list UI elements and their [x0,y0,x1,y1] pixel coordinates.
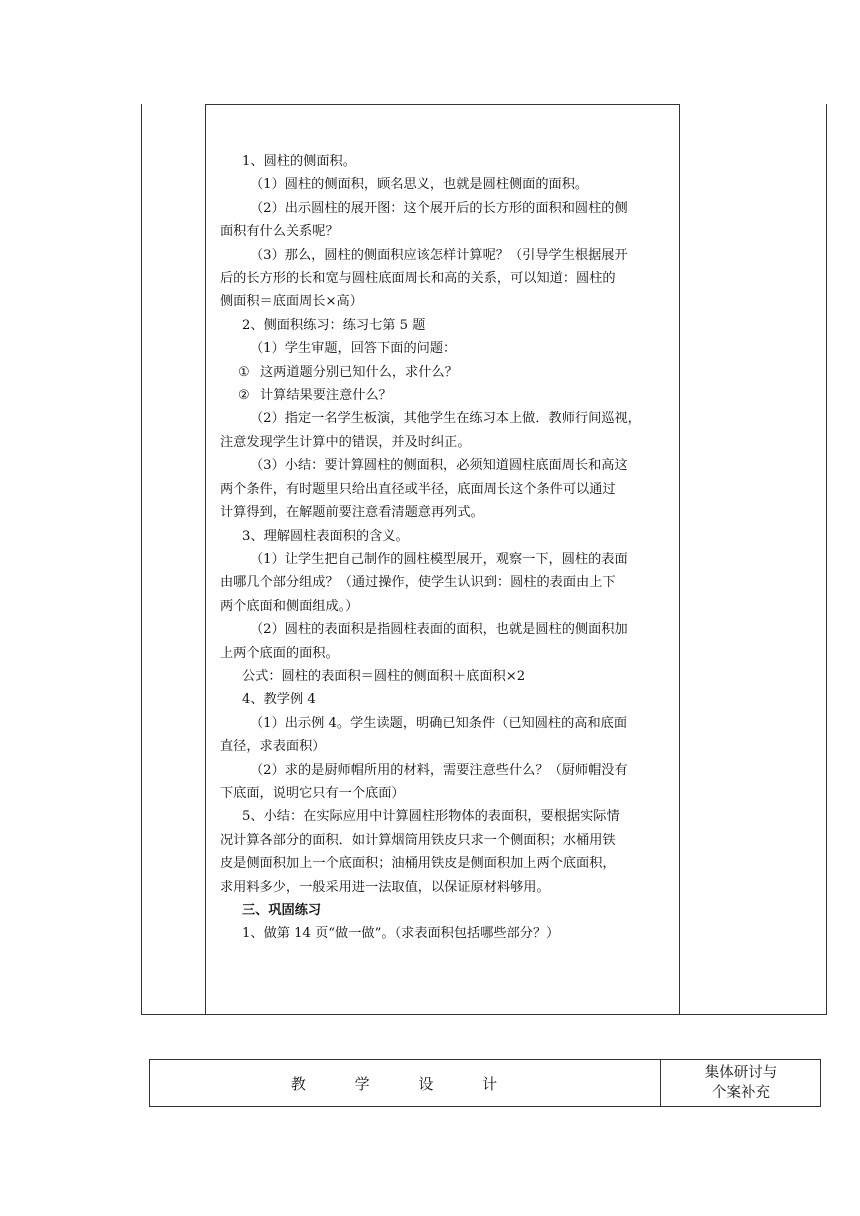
lesson-line-text: 两个条件，有时题里只给出直径或半径，底面周长这个条件可以通过 [220,481,616,497]
table-right-border [826,104,827,1015]
table-col-divider-2 [679,104,680,1015]
lesson-line [220,407,675,430]
lesson-line [220,454,675,477]
lesson-line-text: 1、做第 14 页“做一做”。（求表面积包括哪些部分？） [242,926,560,942]
lesson-line [220,501,675,524]
teaching-design-title: 教 学 设 计 [290,1074,520,1093]
lesson-line-text: 5、小结：在实际应用中计算圆柱形物体的表面积，要根据实际情 [242,809,620,825]
lesson-line [220,431,675,454]
lesson-line-text: 面积有什么关系呢？ [220,224,339,240]
lesson-line-text: 后的长方形的长和宽与圆柱底面周长和高的关系，可以知道：圆柱的 [220,271,616,287]
lesson-line-text: （3）那么，圆柱的侧面积应该怎样计算呢？（引导学生根据展开 [250,247,628,263]
lesson-line-text: （1）圆柱的侧面积，顾名思义，也就是圆柱侧面的面积。 [250,177,589,193]
lesson-line-text: 上两个底面的面积。 [220,645,339,661]
lesson-line [220,361,675,384]
lesson-line [220,571,675,594]
lesson-line [220,665,675,688]
lesson-line-text: （2）出示圆柱的展开图：这个展开后的长方形的面积和圆柱的侧 [250,200,628,216]
lesson-line-text: 计算得到，在解题前要注意看清题意再列式。 [220,505,484,521]
lesson-line [220,267,675,290]
collective-research-header [661,1060,821,1106]
lesson-line-text: 计算结果要注意什么？ [260,388,392,404]
lesson-line [220,290,675,313]
lesson-line-text: （2）圆柱的表面积是指圆柱表面的面积，也就是圆柱的侧面积加 [250,622,628,638]
lesson-line-text: （1）让学生把自己制作的圆柱模型展开，观察一下，圆柱的表面 [250,551,628,567]
lesson-line [220,782,675,805]
lesson-line-text: （2）指定一名学生板演，其他学生在练习本上做．教师行间巡视， [250,411,641,427]
lesson-line-text: 由哪几个部分组成？（通过操作，使学生认识到：圆柱的表面由上下 [220,575,616,591]
lesson-line-text: （3）小结：要计算圆柱的侧面积，必须知道圆柱底面周长和高这 [250,458,628,474]
lesson-line [220,805,675,828]
lesson-line [220,899,675,922]
lesson-line [220,876,675,899]
lesson-line [220,314,675,337]
lesson-line [220,525,675,548]
lesson-line-text: 况计算各部分的面积．如计算烟筒用铁皮只求一个侧面积；水桶用铁 [220,832,616,848]
list-marker: ① [238,364,250,380]
lesson-line-text: 直径，求表面积） [220,739,326,755]
lesson-line [220,735,675,758]
lesson-line-text: 皮是侧面积加上一个底面积；油桶用铁皮是侧面积加上两个底面积， [220,856,616,872]
table-bottom-border [141,1014,827,1015]
lesson-line-text: 求用料多少，一般采用进一法取值，以保证原材料够用。 [220,879,550,895]
list-marker: ② [238,388,250,404]
lesson-line [220,478,675,501]
lesson-line [220,642,675,665]
lesson-content [220,150,675,946]
lesson-line [220,384,675,407]
lesson-line [220,712,675,735]
lesson-line [220,548,675,571]
lesson-line [220,922,675,945]
lesson-line-text: 2、侧面积练习：练习七第 5 题 [242,317,426,333]
collective-research-line2: 个案补充 [712,1085,770,1101]
lesson-line-text: （2）求的是厨师帽所用的材料，需要注意些什么？（厨师帽没有 [250,762,628,778]
lesson-line [220,197,675,220]
table-left-border [141,104,142,1015]
lesson-line-text: 侧面积＝底面周长×高） [220,294,363,310]
lesson-line [220,150,675,173]
lesson-line [220,173,675,196]
lesson-line [220,595,675,618]
table-top-border [205,104,679,105]
lesson-line-text: 下底面，说明它只有一个底面） [220,785,405,801]
lesson-line [220,618,675,641]
lesson-line [220,688,675,711]
lesson-line-text: 公式：圆柱的表面积＝圆柱的侧面积＋底面积×2 [242,668,526,684]
lesson-line-text: （1）出示例 4。学生读题，明确已知条件（已知圆柱的高和底面 [250,715,628,731]
lesson-line-text: 4、教学例 4 [242,692,316,708]
lesson-line [220,244,675,267]
collective-research-line1: 集体研讨与 [704,1065,778,1081]
lesson-line [220,759,675,782]
lesson-line-text: 1、圆柱的侧面积。 [242,154,356,169]
lesson-line-text: 3、理解圆柱表面积的含义。 [242,528,409,544]
lesson-line-text: （1）学生审题，回答下面的问题： [250,341,457,357]
lesson-line [220,852,675,875]
lesson-line [220,829,675,852]
lesson-line [220,220,675,243]
lesson-line-text: 注意发现学生计算中的错误，并及时纠正。 [220,434,471,450]
lesson-line-text: 这两道题分别已知什么，求什么？ [260,364,458,380]
lesson-line-text: 三、巩固练习 [242,903,322,918]
table-col-divider-1 [205,104,206,1015]
lesson-line [220,337,675,360]
lesson-line-text: 两个底面和侧面组成。） [220,598,359,614]
